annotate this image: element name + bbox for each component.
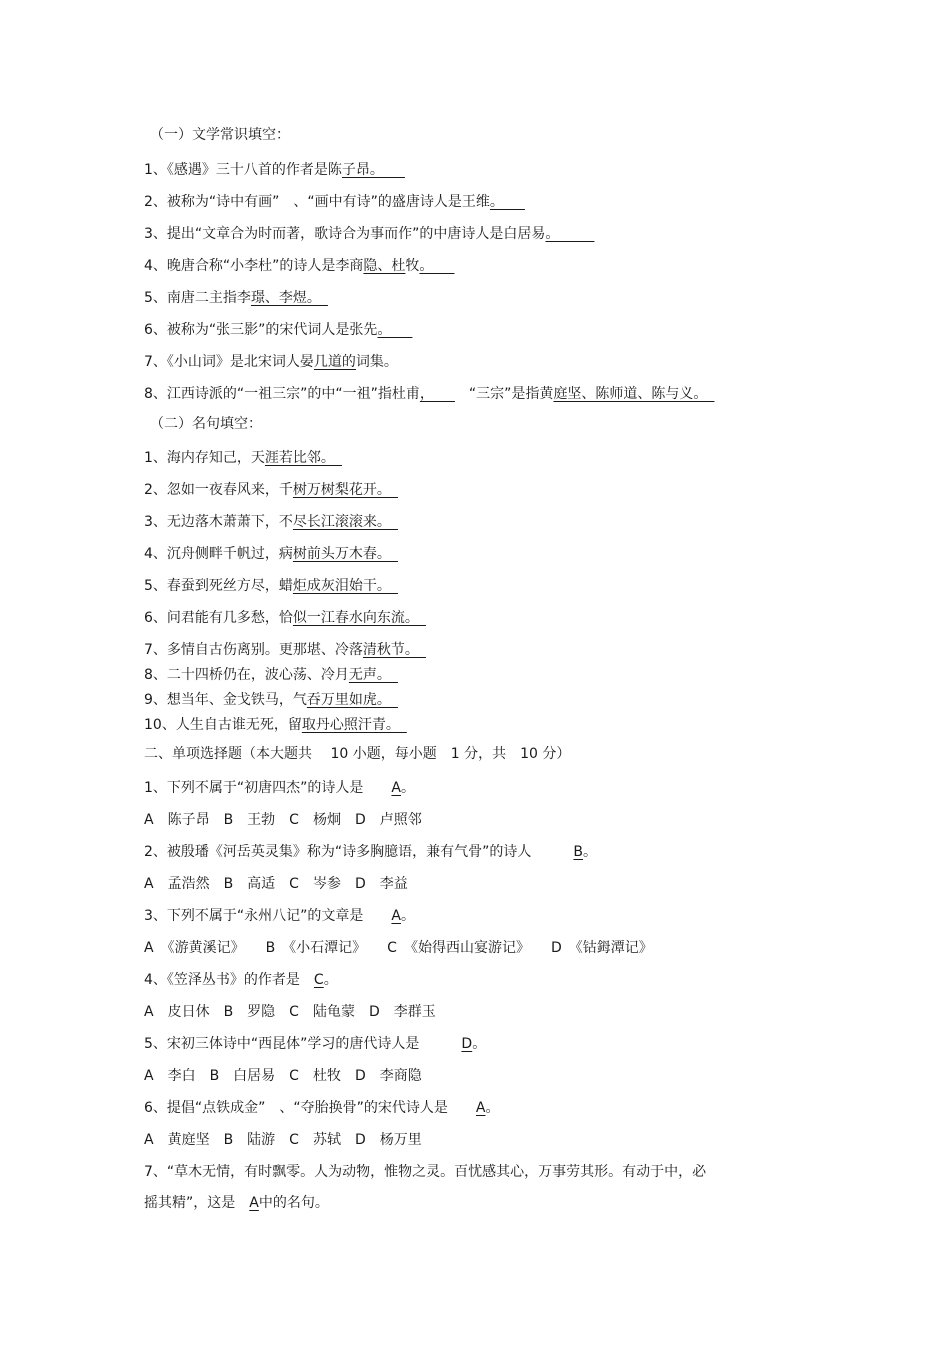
lit-item-1: 1、《感遇》三十八首的作者是陈子昂。 xyxy=(144,162,405,178)
answer: 隐、杜 xyxy=(363,258,406,274)
answer: A xyxy=(249,1195,259,1211)
lit-item-2: 2、被称为“诗中有画” 、“画中有诗”的盛唐诗人是王维。 xyxy=(144,194,525,210)
answer: 树万树梨花开。 xyxy=(292,482,398,498)
answer: 璟、李煜。 xyxy=(250,290,328,306)
answer: A xyxy=(391,908,401,924)
mc-question-3: 3、下列不属于“永州八记”的文章是 A。 xyxy=(144,908,415,924)
quote-item-2: 2、忽如一夜春风来，千树万树梨花开。 xyxy=(144,482,398,498)
answer: 庭坚、陈师道、陈与义。 xyxy=(553,386,715,402)
section-heading-quotes: （二）名句填空： xyxy=(150,416,262,432)
mc-question-5: 5、宋初三体诗中“西昆体”学习的唐代诗人是 D。 xyxy=(144,1036,487,1052)
quote-item-1: 1、海内存知己，天涯若比邻。 xyxy=(144,450,342,466)
lit-item-3: 3、提出“文章合为时而著，歌诗合为事而作”的中唐诗人是白居易。 xyxy=(144,226,595,242)
answer: 清秋节。 xyxy=(362,642,426,658)
answer: D xyxy=(461,1036,473,1052)
section-heading-literature: （一）文学常识填空： xyxy=(150,127,290,143)
answer: ， xyxy=(419,386,455,402)
mc-options-2: A 孟浩然 B 高适 C 岑参 D 李益 xyxy=(144,876,408,892)
answer: A xyxy=(475,1100,486,1116)
quote-item-4: 4、沉舟侧畔千帆过，病树前头万木春。 xyxy=(144,546,398,562)
mc-options-1: A 陈子昂 B 王勃 C 杨炯 D 卢照邻 xyxy=(144,812,422,828)
quote-item-7: 7、多情自古伤离别。更那堪、冷落清秋节。 xyxy=(144,642,426,658)
answer: 几道的 xyxy=(313,354,356,370)
mc-question-7-line-1: 7、“草木无情，有时飘零。人为动物，惟物之灵。百忧感其心，万事劳其形。有动于中，必 xyxy=(144,1164,707,1180)
answer: 似一江春水向东流。 xyxy=(292,610,426,626)
answer: 无声。 xyxy=(348,667,398,683)
lit-item-5: 5、南唐二主指李璟、李煜。 xyxy=(144,290,328,306)
lit-item-8: 8、江西诗派的“一祖三宗”的中“一祖”指杜甫， “三宗”是指黄庭坚、陈师道、陈与义。 xyxy=(144,386,715,402)
answer: 。 xyxy=(545,226,595,242)
mc-options-5: A 李白 B 白居易 C 杜牧 D 李商隐 xyxy=(144,1068,422,1084)
mc-question-4: 4、《笠泽丛书》的作者是 C。 xyxy=(144,972,338,988)
answer: B xyxy=(573,844,584,860)
answer: 子昂。 xyxy=(341,162,405,178)
mc-options-4: A 皮日休 B 罗隐 C 陆龟蒙 D 李群玉 xyxy=(144,1004,436,1020)
lit-item-6: 6、被称为“张三影”的宋代词人是张先。 xyxy=(144,322,413,338)
quote-item-3: 3、无边落木萧萧下，不尽长江滚滚来。 xyxy=(144,514,398,530)
section-heading-multiple-choice: 二、单项选择题（本大题共 10 小题，每小题 1 分，共 10 分） xyxy=(144,746,571,762)
answer: A xyxy=(391,780,401,796)
lit-item-7: 7、《小山词》是北宋词人晏几道的词集。 xyxy=(144,354,398,370)
quote-item-5: 5、春蚕到死丝方尽，蜡炬成灰泪始干。 xyxy=(144,578,398,594)
mc-options-3: A 《游黄溪记》 B 《小石潭记》 C 《始得西山宴游记》 D 《钴鉧潭记》 xyxy=(144,940,653,956)
answer: 吞万里如虎。 xyxy=(306,692,398,708)
answer: 树前头万木春。 xyxy=(292,546,398,562)
quote-item-9: 9、想当年、金戈铁马，气吞万里如虎。 xyxy=(144,692,398,708)
quote-item-10: 10、人生自古谁无死，留取丹心照汗青。 xyxy=(144,717,407,733)
answer: 尽长江滚滚来。 xyxy=(292,514,398,530)
answer: 。 xyxy=(419,258,455,274)
quote-item-6: 6、问君能有几多愁，恰似一江春水向东流。 xyxy=(144,610,426,626)
mc-options-6: A 黄庭坚 B 陆游 C 苏轼 D 杨万里 xyxy=(144,1132,422,1148)
lit-item-4: 4、晚唐合称“小李杜”的诗人是李商隐、杜牧。 xyxy=(144,258,455,274)
answer: 。 xyxy=(377,322,413,338)
answer: 。 xyxy=(489,194,525,210)
answer: C xyxy=(313,972,324,988)
answer: 炬成灰泪始干。 xyxy=(292,578,398,594)
mc-question-1: 1、下列不属于“初唐四杰”的诗人是 A。 xyxy=(144,780,415,796)
mc-question-2: 2、被殷璠《河岳英灵集》称为“诗多胸臆语，兼有气骨”的诗人 B。 xyxy=(144,844,598,860)
mc-question-7-line-2: 摇其精”，这是 A中的名句。 xyxy=(144,1195,329,1211)
mc-question-6: 6、提倡“点铁成金” 、“夺胎换骨”的宋代诗人是 A。 xyxy=(144,1100,500,1116)
quote-item-8: 8、二十四桥仍在，波心荡、冷月无声。 xyxy=(144,667,398,683)
answer: 涯若比邻。 xyxy=(264,450,342,466)
answer: 取丹心照汗青。 xyxy=(301,717,407,733)
